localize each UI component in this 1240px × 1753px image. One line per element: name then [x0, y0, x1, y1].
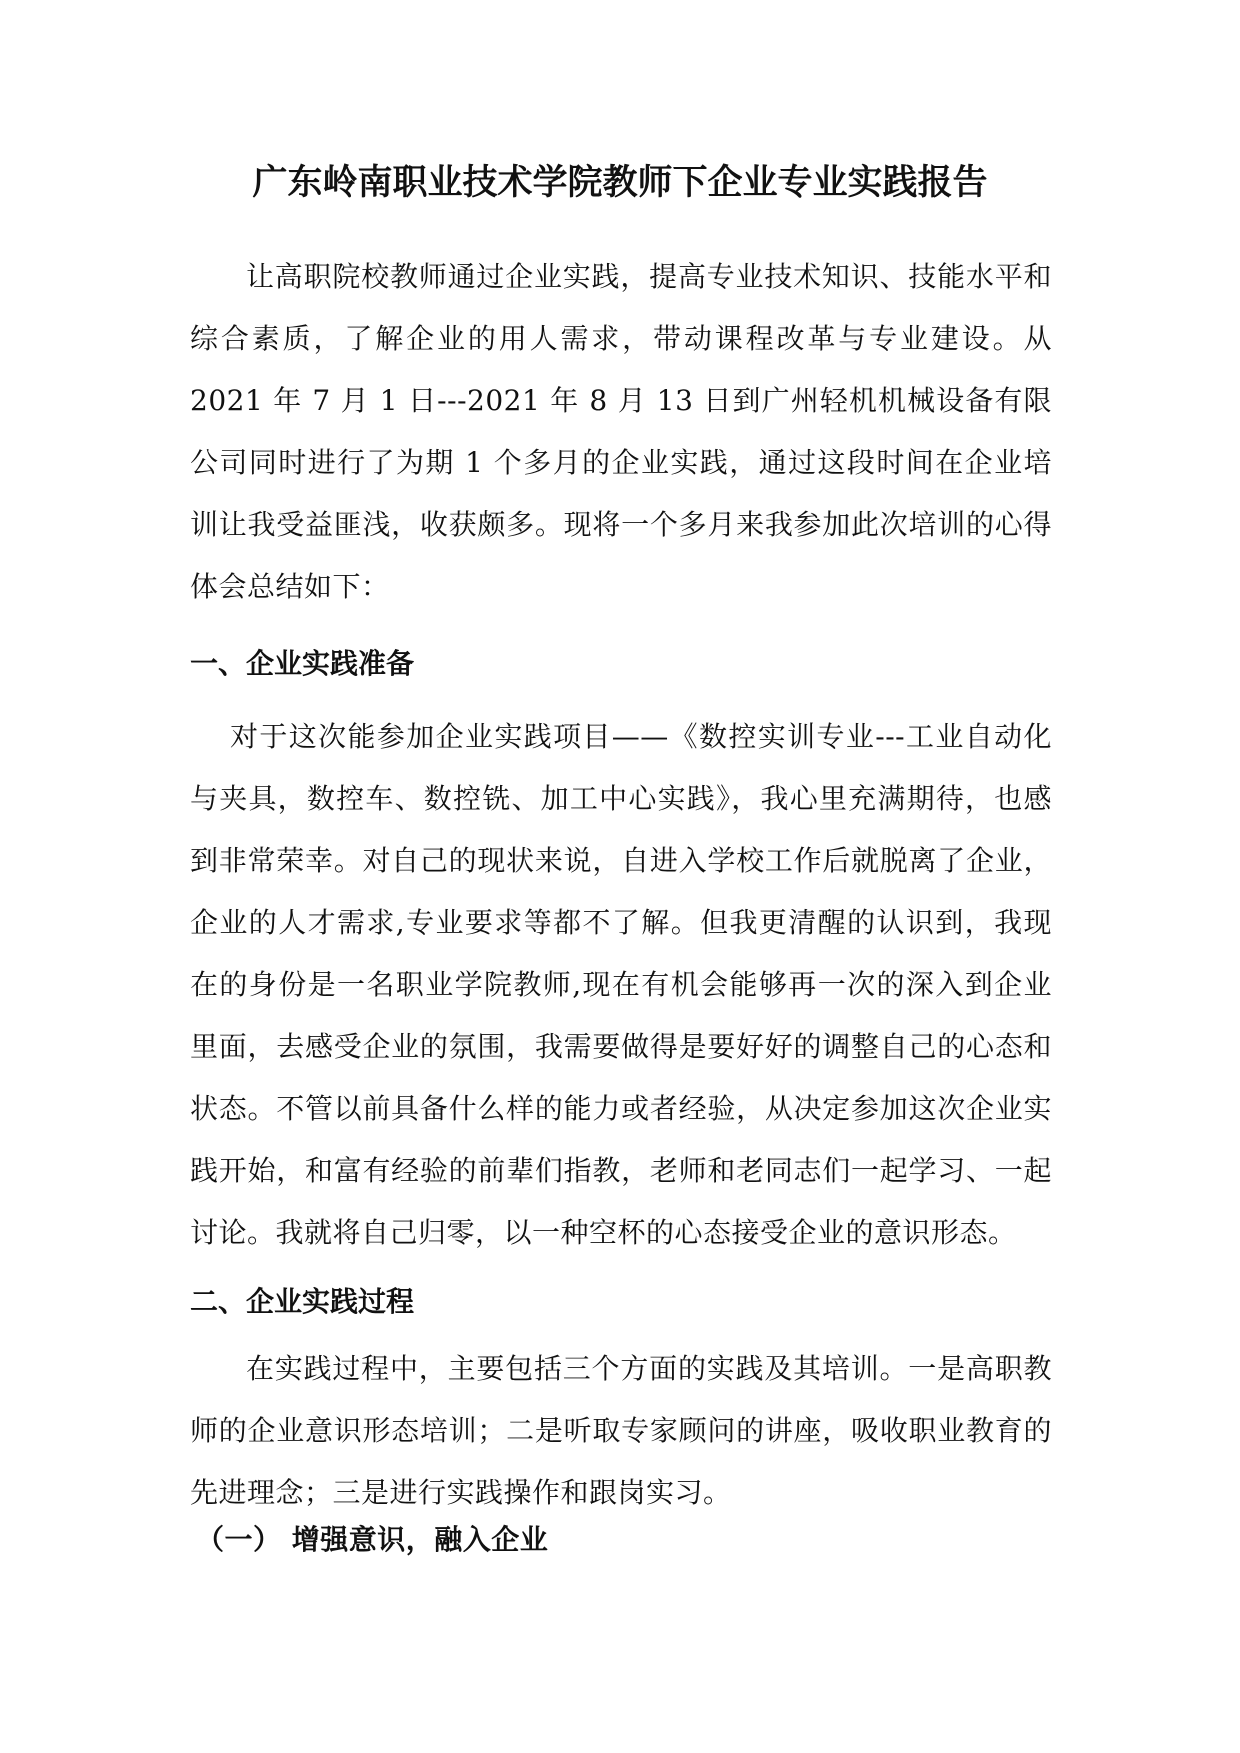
section-heading-preparation: 一、企业实践准备: [190, 647, 415, 680]
intro-paragraph: 让高职院校教师通过企业实践，提高专业技术知识、技能水平和综合素质，了解企业的用人需求，带动课程改革与专业建设。从 2021 年 7 月 1 日---2021 年 8 月 13 日到广州轻机机械设备有限公司同时进行了为期 1 个多月的企业实践，通过这段时间在企业培训让我受益匪浅，收获颇多。现将一个多月来我参加此次培训的心得体会总结如下：: [190, 260, 1052, 603]
section-body-process: 在实践过程中，主要包括三个方面的实践及其培训。一是高职教师的企业意识形态培训；二是听取专家顾问的讲座，吸收职业教育的先进理念；三是进行实践操作和跟岗实习。: [190, 1352, 1052, 1509]
section-body-preparation: 对于这次能参加企业实践项目——《数控实训专业---工业自动化与夹具，数控车、数控铣、加工中心实践》，我心里充满期待，也感到非常荣幸。对自己的现状来说，自进入学校工作后就脱离了企业，企业的人才需求,专业要求等都不了解。但我更清醒的认识到，我现在的身份是一名职业学院教师,现在有机会能够再一次的深入到企业里面，去感受企业的氛围，我需要做得是要好好的调整自己的心态和状态。不管以前具备什么样的能力或者经验，从决定参加这次企业实践开始，和富有经验的前辈们指教，老师和老同志们一起学习、一起讨论。我就将自己归零，以一种空杯的心态接受企业的意识形态。: [190, 720, 1052, 1249]
section-heading-process: 二、企业实践过程: [190, 1285, 415, 1318]
document-title: 广东岭南职业技术学院教师下企业专业实践报告: [252, 163, 988, 203]
subsection-heading-awareness: （一） 增强意识，融入企业: [196, 1523, 549, 1556]
